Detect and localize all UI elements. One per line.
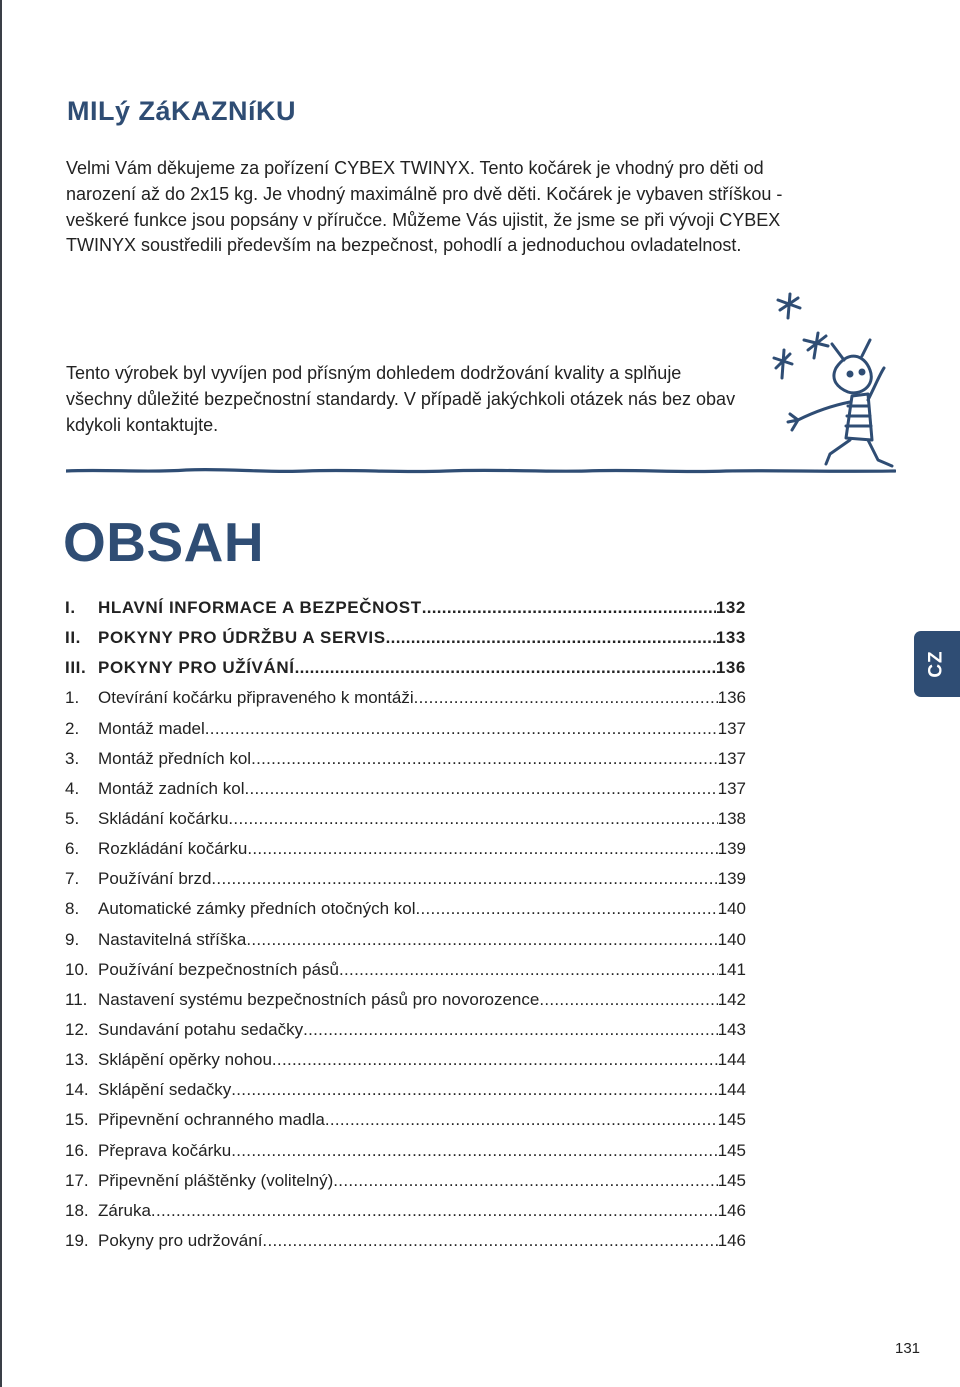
page-number: 131 — [895, 1340, 921, 1357]
toc-item-number: 16. — [65, 1140, 89, 1160]
toc-item-leader — [231, 1080, 717, 1100]
table-of-contents — [65, 598, 746, 1261]
toc-item-page: 146 — [717, 1200, 746, 1220]
toc-item-leader — [231, 1141, 717, 1161]
toc-item-title: Sundavání potahu sedačky — [98, 1019, 304, 1039]
toc-item-title: Nastavení systému bezpečnostních pásů pro novorozence — [98, 989, 540, 1009]
toc-item-number: 9. — [65, 929, 80, 949]
toc-item-title: Připevnění pláštěnky (volitelný) — [98, 1170, 334, 1190]
language-tab-label: CZ — [925, 650, 947, 678]
toc-item-number: 1. — [65, 688, 80, 708]
toc-heading: OBSAH — [63, 511, 265, 573]
toc-item-number: 11. — [65, 989, 88, 1009]
toc-item — [65, 598, 746, 628]
toc-item-number: III. — [65, 658, 87, 678]
toc-item-page: 139 — [717, 839, 746, 859]
toc-item-leader — [211, 869, 717, 889]
toc-item-page: 144 — [717, 1050, 746, 1070]
toc-item-page: 133 — [715, 628, 746, 648]
toc-item-page: 142 — [717, 989, 746, 1009]
toc-item — [65, 899, 746, 929]
toc-item — [65, 1050, 746, 1080]
toc-item-leader — [251, 749, 718, 769]
toc-item-leader — [422, 598, 716, 618]
child-with-dragonflies-icon — [768, 288, 898, 478]
toc-item-leader — [244, 779, 717, 799]
toc-item-leader — [339, 960, 718, 980]
toc-item-title: Automatické zámky předních otočných kol — [98, 899, 416, 919]
toc-item-number: 17. — [65, 1170, 89, 1190]
toc-item-title: POKYNY PRO ÚDRŽBU A SERVIS — [98, 628, 386, 648]
toc-item — [65, 1201, 746, 1231]
page-edge-rule — [0, 0, 2, 1387]
toc-item-title: Používání brzd — [98, 869, 212, 889]
toc-item — [65, 658, 746, 688]
toc-item-title: Rozkládání kočárku — [98, 839, 248, 859]
toc-item — [65, 1141, 746, 1171]
toc-item-page: 145 — [717, 1170, 746, 1190]
toc-item-title: Záruka — [98, 1200, 151, 1220]
toc-item — [65, 990, 746, 1020]
toc-item-leader — [414, 688, 718, 708]
toc-item-page: 146 — [717, 1230, 746, 1250]
toc-item-leader — [333, 1171, 717, 1191]
toc-item-number: 15. — [65, 1110, 89, 1130]
toc-item-title: Skládání kočárku — [98, 808, 229, 828]
toc-item-number: 2. — [65, 718, 80, 738]
toc-item-title: Sklápění sedačky — [98, 1080, 232, 1100]
quality-paragraph: Tento výrobek byl vyvíjen pod přísným dohledem dodržování kvality a splňuje všechny důležité bezpečnostní standardy. V případě jakýchkoli otázek nás bez obav kdykoli kontaktujte. — [66, 363, 736, 435]
toc-item — [65, 688, 746, 718]
toc-item-title: Montáž madel — [98, 718, 205, 738]
language-tab — [914, 631, 960, 697]
toc-item-page: 136 — [715, 658, 746, 678]
toc-item-leader — [205, 719, 718, 739]
toc-item-leader — [303, 1020, 718, 1040]
toc-item-number: 18. — [65, 1200, 89, 1220]
toc-item-page: 132 — [715, 598, 746, 617]
toc-item-number: 7. — [65, 869, 80, 889]
toc-item-number: I. — [65, 598, 76, 617]
toc-item-page: 144 — [717, 1080, 746, 1100]
intro-paragraph: Velmi Vám děkujeme za pořízení CYBEX TWINYX. Tento kočárek je vhodný pro děti od narození až do 2x15 kg. Je vhodný maximálně pro dvě děti. Kočárek je vybaven stříškou - veškeré funkce jsou popsány v příručce. Můžeme Vás ujistit, že jsme se při vývoji CYBEX TWINYX soustředili především na bezpečnost, pohodlí a jednoduchou ovladatelnost. — [66, 158, 783, 256]
toc-item-title: POKYNY PRO UŽÍVÁNÍ — [98, 658, 295, 678]
toc-item-leader — [539, 990, 717, 1010]
toc-item-leader — [386, 628, 716, 648]
toc-item-leader — [262, 1231, 717, 1251]
toc-item-title: Používání bezpečnostních pásů — [98, 959, 339, 979]
toc-item — [65, 960, 746, 990]
toc-item — [65, 1110, 746, 1140]
toc-item-title: Montáž předních kol — [98, 748, 252, 768]
toc-item-page: 145 — [717, 1140, 746, 1160]
toc-item-page: 137 — [717, 778, 746, 798]
toc-item-leader — [415, 899, 717, 919]
toc-item-title: Přeprava kočárku — [98, 1140, 232, 1160]
toc-item-page: 139 — [717, 869, 746, 889]
toc-item-leader — [151, 1201, 718, 1221]
toc-item — [65, 779, 746, 809]
toc-item-number: 4. — [65, 778, 80, 798]
toc-item-number: 8. — [65, 899, 80, 919]
toc-item — [65, 1080, 746, 1110]
toc-item-title: Montáž zadních kol — [98, 778, 245, 798]
toc-item-number: 19. — [65, 1230, 89, 1250]
toc-item-page: 137 — [717, 748, 746, 768]
toc-item-leader — [325, 1110, 718, 1130]
toc-item-title: HLAVNÍ INFORMACE A BEZPEČNOST — [98, 598, 422, 617]
toc-item-leader — [247, 839, 717, 859]
toc-item — [65, 1231, 746, 1261]
toc-item-leader — [246, 930, 717, 950]
toc-item-page: 145 — [717, 1110, 746, 1130]
toc-item — [65, 869, 746, 899]
toc-item — [65, 749, 746, 779]
toc-item — [65, 1020, 746, 1050]
toc-item-title: Sklápění opěrky nohou — [98, 1050, 272, 1070]
toc-item — [65, 839, 746, 869]
toc-item — [65, 1171, 746, 1201]
toc-item — [65, 719, 746, 749]
toc-item-number: II. — [65, 628, 81, 648]
toc-item-page: 141 — [717, 959, 746, 979]
toc-item-number: 5. — [65, 808, 80, 828]
toc-item-leader — [295, 658, 716, 678]
toc-item — [65, 930, 746, 960]
toc-item-title: Otevírání kočárku připraveného k montáži — [98, 688, 414, 708]
wavy-divider — [66, 466, 896, 476]
toc-item-title: Připevnění ochranného madla — [98, 1110, 325, 1130]
toc-item-number: 3. — [65, 748, 80, 768]
greeting-heading: MILý ZáKAZNíKU — [67, 96, 296, 126]
toc-item-page: 140 — [717, 899, 746, 919]
toc-item-page: 136 — [717, 688, 746, 708]
toc-item — [65, 628, 746, 658]
toc-item — [65, 809, 746, 839]
toc-item-number: 12. — [65, 1019, 89, 1039]
toc-item-page: 140 — [717, 929, 746, 949]
toc-item-page: 143 — [717, 1019, 746, 1039]
toc-item-page: 137 — [717, 718, 746, 738]
toc-item-leader — [272, 1050, 718, 1070]
toc-item-number: 14. — [65, 1080, 89, 1100]
toc-item-number: 6. — [65, 839, 80, 859]
toc-item-title: Pokyny pro udržování — [98, 1230, 263, 1250]
toc-item-number: 10. — [65, 959, 89, 979]
toc-item-title: Nastavitelná stříška — [98, 929, 247, 949]
toc-item-leader — [228, 809, 717, 829]
toc-item-page: 138 — [717, 808, 746, 828]
toc-item-number: 13. — [65, 1050, 89, 1070]
